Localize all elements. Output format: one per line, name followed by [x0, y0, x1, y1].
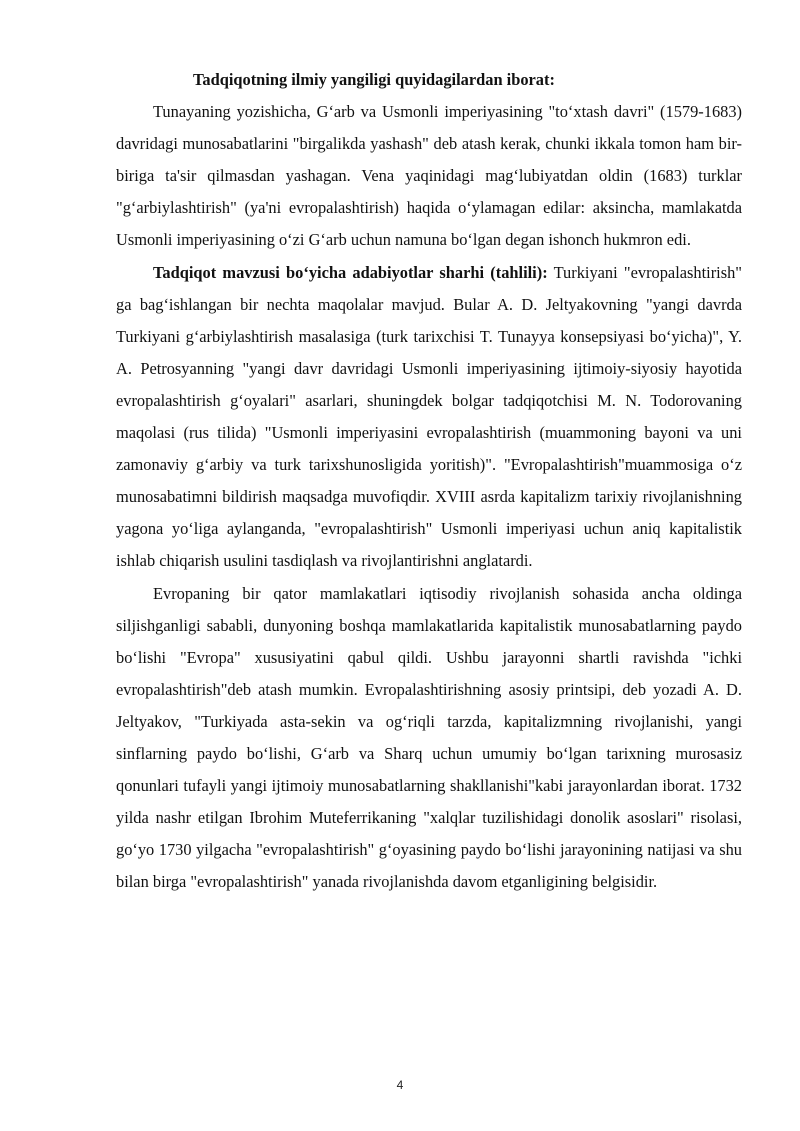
paragraph-europeanization — [116, 578, 742, 899]
document-page — [116, 64, 742, 898]
page-number: 4 — [396, 1078, 404, 1092]
section-heading: Tadqiqotning ilmiy yangiligi quyidagilardan iborat: — [193, 70, 555, 89]
literature-review-text: Turkiyani "evropalashtirish" ga bag‘ishlangan bir nechta maqolalar mavjud. Bular A. D. Jeltyakovning "yangi davrda Turkiyani g‘arbiylashtirish masalasiga (turk tarixchisi T. Tunayya konsepsiyasi bo‘yicha)", Y. A. Petrosyanning "yangi davr davridagi Usmonli imperiyasining ijtimoiy-siyosiy hayotida evropalashtirish g‘oyalari" asarlari, shuningdek bolgar tadqiqotchisi M. N. Todorovaning maqolasi (rus tilida) "Usmonli imperiyasini evropalashtirish (muammoning bayoni va uni zamonaviy g‘arbiy va turk tarixshunosligida yoritish)". "Evropalashtirish"muammosiga o‘z munosabatimni bildirish maqsadga muvofiqdir. XVIII asrda kapitalizm tarixiy rivojlanishning yagona yo‘liga aylanganda, "evropalashtirish" Usmonli imperiyasi uchun aniq kapitalistik ishlab chiqarish usulini tasdiqlash va rivojlantirishni anglatardi. — [116, 262, 742, 571]
paragraph-europeanization-text: Evropaning bir qator mamlakatlari iqtisodiy rivojlanish sohasida ancha oldinga siljishganligi sababli, dunyoning boshqa mamlakatlarida kapitalistik munosabatlarning paydo bo‘lishi "Evropa" xususiyatini qabul qildi. Ushbu jarayonni shartli ravishda "ichki evropalashtirish"deb atash mumkin. Evropalashtirishning asosiy printsipi, deb yozadi A. D. Jeltyakov, "Turkiyada asta-sekin va og‘riqli tarzda, kapitalizmning rivojlanishi, yangi sinflarning paydo bo‘lishi, G‘arb va Sharq uchun umumiy bo‘lgan tarixning murosasiz qonunlari tufayli yangi ijtimoiy munosabatlarning shakllanishi"kabi jarayonlardan iborat. 1732 yilda nashr etilgan Ibrohim Muteferrikaning "xalqlar tuzilishidagi donolik asoslari" risolasi, go‘yo 1730 yilgacha "evropalashtirish" g‘oyasining paydo bo‘lishi jarayonining natijasi va shu bilan birga "evropalashtirish" yanada rivojlanishda davom etganligining belgisidir. — [116, 583, 742, 892]
paragraph-novelty — [116, 96, 742, 256]
paragraph-literature-review — [116, 257, 742, 578]
paragraph-novelty-text: Tunayaning yozishicha, G‘arb va Usmonli imperiyasining "to‘xtash davri" (1579-1683) davridagi munosabatlarini "birgalikda yashash" deb atash kerak, chunki ikkala tomon ham bir-biriga ta'sir qilmasdan yashagan. Vena yaqinidagi mag‘lubiyatdan oldin (1683) turklar "g‘arbiylashtirish" (ya'ni evropalashtirish) haqida o‘ylamagan edilar: aksincha, mamlakatda Usmonli imperiyasining o‘zi G‘arb uchun namuna bo‘lgan degan ishonch hukmron edi. — [116, 102, 742, 250]
literature-review-heading: Tadqiqot mavzusi bo‘yicha adabiyotlar sharhi (tahlili): — [153, 262, 548, 282]
